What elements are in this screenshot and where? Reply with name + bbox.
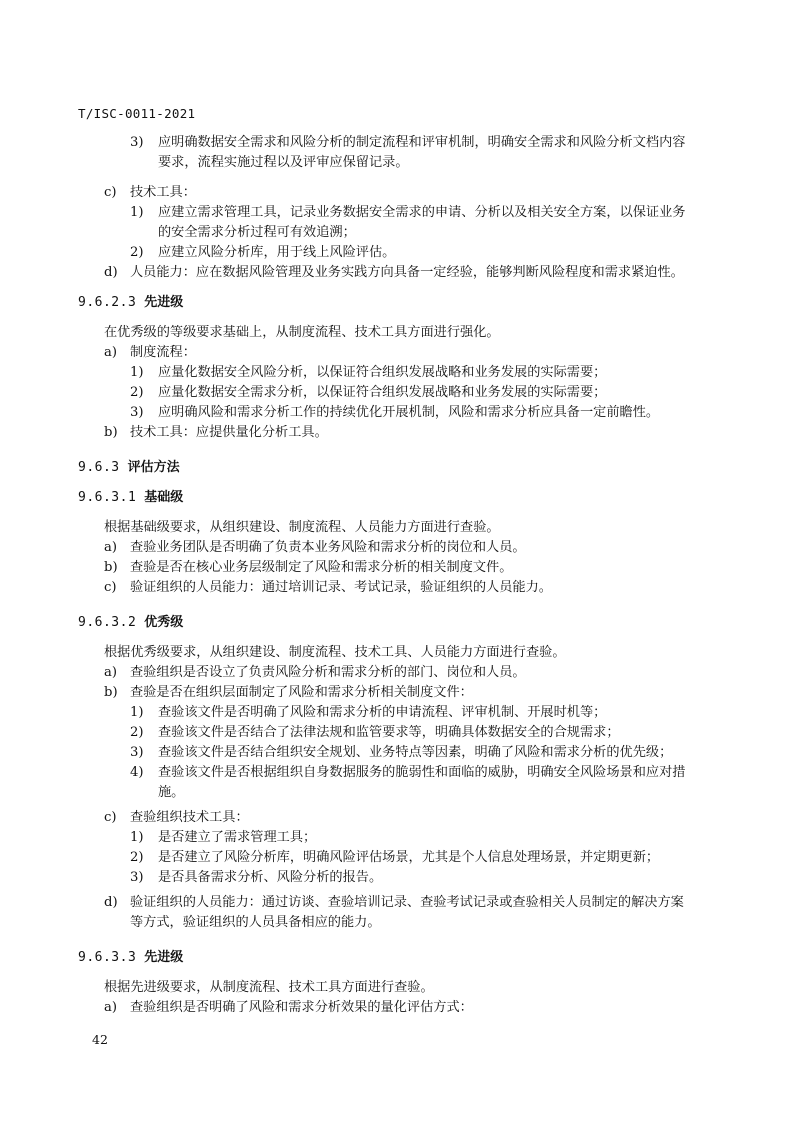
list-item-label: a)	[104, 540, 118, 555]
list-item	[130, 848, 659, 868]
list-item-continuation: 施。	[158, 785, 185, 800]
list-item	[104, 808, 249, 828]
list-item-text: 技术工具：	[130, 185, 196, 200]
list-item-text: 应建立需求管理工具，记录业务数据安全需求的申请、分析以及相关安全方案，以保证业务	[158, 205, 686, 220]
list-item	[130, 723, 620, 743]
section-title: 基础级	[144, 490, 184, 505]
list-item	[104, 998, 473, 1018]
list-item-text: 应建立风险分析库，用于线上风险评估。	[158, 245, 396, 260]
section-title: 先进级	[144, 295, 184, 310]
list-item-label: b)	[104, 685, 118, 700]
list-item-text: 查验是否在核心业务层级制定了风险和需求分析的相关制度文件。	[130, 560, 513, 575]
list-item-text: 是否具备需求分析、风险分析的报告。	[158, 870, 383, 885]
list-item-text: 查验组织技术工具：	[130, 810, 249, 825]
list-item	[130, 133, 686, 153]
list-item-label: c)	[104, 810, 117, 825]
list-item-label: 2)	[130, 245, 144, 260]
list-item-text: 是否建立了需求管理工具；	[158, 830, 317, 845]
page-number: 42	[92, 1032, 108, 1047]
list-item	[130, 383, 606, 403]
list-item-label: 2)	[130, 385, 144, 400]
list-item-text: 查验该文件是否根据组织自身数据服务的脆弱性和面临的威胁，明确安全风险场景和应对措	[158, 765, 686, 780]
paragraph: 根据基础级要求，从组织建设、制度流程、人员能力方面进行查验。	[104, 520, 500, 535]
list-item-text: 技术工具：应提供量化分析工具。	[130, 425, 328, 440]
section-number: 9.6.3.2	[78, 615, 137, 630]
list-item-label: 1)	[130, 705, 144, 720]
list-item-text: 验证组织的人员能力：通过培训记录、考试记录，验证组织的人员能力。	[130, 580, 552, 595]
list-item-text: 查验组织是否明确了风险和需求分析效果的量化评估方式：	[130, 1000, 473, 1015]
list-item	[104, 683, 473, 703]
list-item-text: 查验该文件是否结合组织安全规划、业务特点等因素，明确了风险和需求分析的优先级；	[158, 745, 673, 760]
list-item-text: 查验是否在组织层面制定了风险和需求分析相关制度文件：	[130, 685, 473, 700]
list-item-label: d)	[104, 895, 118, 910]
paragraph: 根据优秀级要求，从组织建设、制度流程、技术工具、人员能力方面进行查验。	[104, 645, 566, 660]
list-item	[130, 243, 395, 263]
list-item-text: 应量化数据安全需求分析，以保证符合组织发展战略和业务发展的实际需要；	[158, 385, 607, 400]
paragraph: 根据先进级要求，从制度流程、技术工具方面进行查验。	[104, 980, 434, 995]
section-heading	[78, 613, 183, 633]
list-item	[104, 343, 196, 363]
list-item-text: 人员能力：应在数据风险管理及业务实践方向具备一定经验，能够判断风险程度和需求紧迫性。	[130, 265, 684, 280]
section-heading	[78, 488, 183, 508]
section-heading	[78, 948, 183, 968]
section-heading	[78, 458, 180, 478]
paragraph: 在优秀级的等级要求基础上，从制度流程、技术工具方面进行强化。	[104, 325, 500, 340]
list-item-label: a)	[104, 345, 118, 360]
list-item-label: c)	[104, 185, 117, 200]
list-item	[130, 868, 382, 888]
list-item-continuation: 要求，流程实施过程以及评审应保留记录。	[158, 155, 409, 170]
list-item-label: b)	[104, 560, 118, 575]
list-item-continuation: 的安全需求分析过程可有效追溯；	[158, 225, 356, 240]
list-item-label: 2)	[130, 850, 144, 865]
list-item-label: d)	[104, 265, 118, 280]
section-number: 9.6.3	[78, 460, 120, 475]
list-item	[104, 893, 684, 913]
section-title: 先进级	[144, 950, 184, 965]
list-item	[130, 403, 659, 423]
list-item-label: b)	[104, 425, 118, 440]
list-item-label: 3)	[130, 745, 144, 760]
list-item-label: c)	[104, 580, 117, 595]
section-title: 优秀级	[144, 615, 184, 630]
list-item-text: 应明确风险和需求分析工作的持续优化开展机制，风险和需求分析应具备一定前瞻性。	[158, 405, 660, 420]
list-item	[104, 183, 196, 203]
list-item-label: 1)	[130, 205, 144, 220]
list-item	[130, 203, 686, 223]
list-item-text: 应量化数据安全风险分析，以保证符合组织发展战略和业务发展的实际需要；	[158, 365, 607, 380]
list-item	[104, 663, 526, 683]
list-item-text: 查验该文件是否结合了法律法规和监管要求等，明确具体数据安全的合规需求；	[158, 725, 620, 740]
list-item-text: 查验业务团队是否明确了负责本业务风险和需求分析的岗位和人员。	[130, 540, 526, 555]
list-item-label: 3)	[130, 405, 144, 420]
list-item	[130, 828, 316, 848]
list-item-label: 1)	[130, 830, 144, 845]
list-item	[104, 263, 684, 283]
list-item-text: 应明确数据安全需求和风险分析的制定流程和评审机制，明确安全需求和风险分析文档内容	[158, 135, 686, 150]
list-item-label: a)	[104, 665, 118, 680]
list-item-text: 制度流程：	[130, 345, 196, 360]
list-item-text: 查验组织是否设立了负责风险分析和需求分析的部门、岗位和人员。	[130, 665, 526, 680]
list-item	[104, 538, 526, 558]
list-item	[130, 763, 686, 783]
list-item-label: 3)	[130, 135, 144, 150]
section-number: 9.6.3.1	[78, 490, 137, 505]
list-item	[130, 743, 672, 763]
section-heading	[78, 293, 183, 313]
list-item-label: 2)	[130, 725, 144, 740]
section-number: 9.6.3.3	[78, 950, 137, 965]
section-title: 评估方法	[127, 460, 180, 475]
list-item-label: a)	[104, 1000, 118, 1015]
list-item-text: 验证组织的人员能力：通过访谈、查验培训记录、查验考试记录或查验相关人员制定的解决方案	[130, 895, 684, 910]
list-item	[104, 423, 328, 443]
section-number: 9.6.2.3	[78, 295, 137, 310]
list-item-label: 4)	[130, 765, 144, 780]
document-code: T/ISC-0011-2021	[78, 106, 196, 121]
list-item-text: 查验该文件是否明确了风险和需求分析的申请流程、评审机制、开展时机等；	[158, 705, 607, 720]
list-item-continuation: 等方式，验证组织的人员具备相应的能力。	[130, 915, 381, 930]
list-item	[130, 363, 606, 383]
list-item-text: 是否建立了风险分析库，明确风险评估场景，尤其是个人信息处理场景，并定期更新；	[158, 850, 660, 865]
list-item	[130, 703, 606, 723]
list-item-label: 3)	[130, 870, 144, 885]
list-item	[104, 558, 512, 578]
list-item-label: 1)	[130, 365, 144, 380]
list-item	[104, 578, 552, 598]
